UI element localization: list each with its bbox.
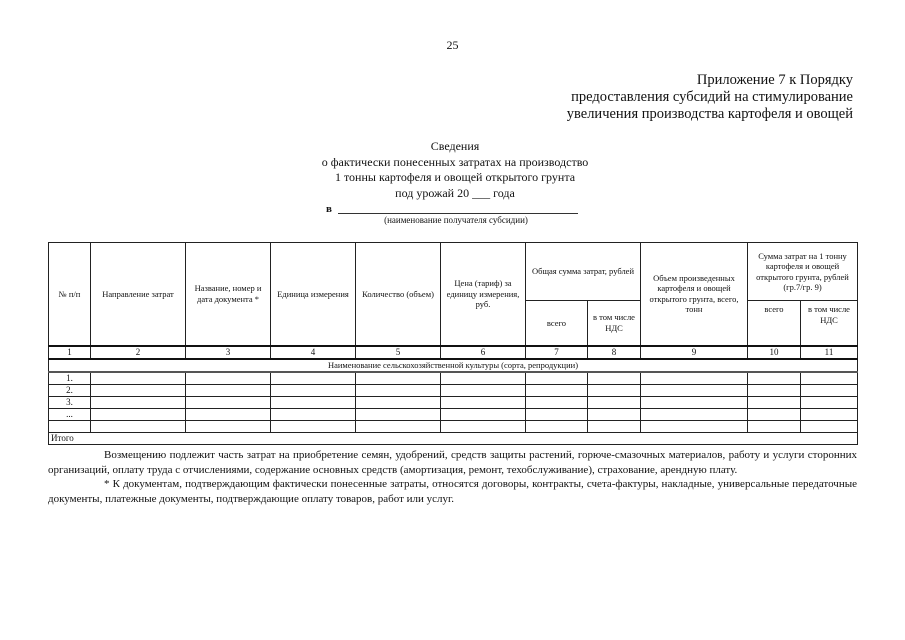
table-cell[interactable] [441, 396, 526, 408]
header-total-all: всего [526, 301, 588, 346]
table-cell[interactable] [801, 420, 858, 432]
appendix-line-2: предоставления субсидий на стимулирование [571, 89, 853, 105]
header-expense-direction: Направление затрат [91, 243, 186, 346]
row-index: 1. [49, 372, 91, 385]
column-number: 3 [186, 346, 271, 359]
appendix-line-1: Приложение 7 к Порядку [696, 72, 853, 88]
document-title [290, 139, 620, 201]
column-number: 10 [748, 346, 801, 359]
row-index [49, 420, 91, 432]
table-cell[interactable] [186, 408, 271, 420]
table-cell[interactable] [356, 420, 441, 432]
header-document: Название, номер и дата документа * [186, 243, 271, 346]
header-price: Цена (тариф) за единицу измерения, руб. [441, 243, 526, 346]
row-index: 2. [49, 384, 91, 396]
row-index: 3. [49, 396, 91, 408]
table-cell[interactable] [91, 420, 186, 432]
notes-section [48, 448, 857, 506]
title-line-1: Сведения [430, 139, 480, 153]
table-cell[interactable] [588, 396, 641, 408]
row-index: ... [49, 408, 91, 420]
table-cell[interactable] [271, 396, 356, 408]
table-cell[interactable] [748, 420, 801, 432]
appendix-line-3: увеличения производства картофеля и овощей [566, 106, 853, 122]
column-number: 7 [526, 346, 588, 359]
column-numbers-row [49, 346, 858, 359]
table-cell[interactable] [356, 396, 441, 408]
total-row: Итого [49, 432, 858, 444]
title-line-2: о фактически понесенных затратах на производство [321, 154, 589, 169]
table-cell[interactable] [801, 372, 858, 385]
header-total-costs: Общая сумма затрат, рублей [526, 243, 641, 301]
table-cell[interactable] [748, 372, 801, 385]
table-cell[interactable] [526, 420, 588, 432]
column-number: 8 [588, 346, 641, 359]
header-row-number: № п/п [49, 243, 91, 346]
recipient-prefix: в [326, 203, 332, 215]
expenses-table [48, 242, 858, 445]
column-number: 6 [441, 346, 526, 359]
table-cell[interactable] [641, 372, 748, 385]
table-cell[interactable] [271, 408, 356, 420]
crop-name-row: Наименование сельскохозяйственной культуры (сорта, репродукции) [49, 359, 858, 372]
note-documents-footnote: * К документам, подтверждающим фактически понесенные затраты, относятся договоры, контракты, счета-фактуры, накладные, универсальные передаточные документы, платежные документы, подтверждающие оплату товаров, работ или услуг. [48, 478, 857, 505]
table-cell[interactable] [526, 384, 588, 396]
header-volume: Объем произведенных картофеля и овощей открытого грунта, всего, тонн [641, 243, 748, 346]
table-cell[interactable] [748, 408, 801, 420]
header-per-ton-vat: в том числе НДС [801, 301, 858, 346]
table-cell[interactable] [641, 384, 748, 396]
table-cell[interactable] [748, 396, 801, 408]
title-line-4: под урожай 20 ___ года [395, 185, 515, 200]
recipient-caption: (наименование получателя субсидии) [384, 215, 528, 225]
table-cell[interactable] [526, 396, 588, 408]
column-number: 11 [801, 346, 858, 359]
table-row [49, 408, 858, 420]
table-cell[interactable] [526, 372, 588, 385]
page-number: 25 [446, 38, 459, 52]
header-total-vat: в том числе НДС [588, 301, 641, 346]
recipient-blank-line[interactable] [338, 213, 578, 214]
table-cell[interactable] [441, 408, 526, 420]
table-cell[interactable] [801, 396, 858, 408]
table-cell[interactable] [801, 408, 858, 420]
table-cell[interactable] [186, 420, 271, 432]
table-cell[interactable] [641, 420, 748, 432]
table-cell[interactable] [441, 420, 526, 432]
table-cell[interactable] [356, 408, 441, 420]
table-row [49, 372, 858, 385]
table-cell[interactable] [441, 372, 526, 385]
table-row [49, 396, 858, 408]
recipient-field [326, 201, 586, 216]
header-unit: Единица измерения [271, 243, 356, 346]
note-reimbursement: Возмещению подлежит часть затрат на приобретение семян, удобрений, средств защиты растений, горюче-смазочных материалов, работу и услуги сторонних организаций, оплату труда с отчислениями, содержание основных средств (амортизация, ремонт, техобслуживание), страхование, арендную плату. [48, 449, 857, 476]
table-cell[interactable] [271, 384, 356, 396]
table-cell[interactable] [271, 420, 356, 432]
table-cell[interactable] [641, 408, 748, 420]
table-cell[interactable] [91, 372, 186, 385]
table-cell[interactable] [748, 384, 801, 396]
column-number: 4 [271, 346, 356, 359]
table-cell[interactable] [186, 396, 271, 408]
table-cell[interactable] [588, 372, 641, 385]
table-cell[interactable] [91, 408, 186, 420]
table-cell[interactable] [588, 408, 641, 420]
table-cell[interactable] [91, 396, 186, 408]
table-cell[interactable] [801, 384, 858, 396]
title-line-3: 1 тонны картофеля и овощей открытого грунта [334, 170, 576, 184]
table-cell[interactable] [641, 396, 748, 408]
header-quantity: Количество (объем) [356, 243, 441, 346]
table-row [49, 420, 858, 432]
header-per-ton-all: всего [748, 301, 801, 346]
column-number: 5 [356, 346, 441, 359]
column-number: 9 [641, 346, 748, 359]
table-cell[interactable] [186, 384, 271, 396]
table-cell[interactable] [526, 408, 588, 420]
table-cell[interactable] [356, 384, 441, 396]
table-cell[interactable] [91, 384, 186, 396]
column-number: 1 [49, 346, 91, 359]
table-cell[interactable] [271, 372, 356, 385]
table-cell[interactable] [186, 372, 271, 385]
table-row [49, 384, 858, 396]
header-cost-per-ton: Сумма затрат на 1 тонну картофеля и овощей открытого грунта, рублей (гр.7/гр. 9) [748, 243, 858, 301]
table-cell[interactable] [441, 384, 526, 396]
table-cell[interactable] [588, 384, 641, 396]
table-cell[interactable] [588, 420, 641, 432]
table-cell[interactable] [356, 372, 441, 385]
column-number: 2 [91, 346, 186, 359]
appendix-heading [567, 72, 853, 123]
